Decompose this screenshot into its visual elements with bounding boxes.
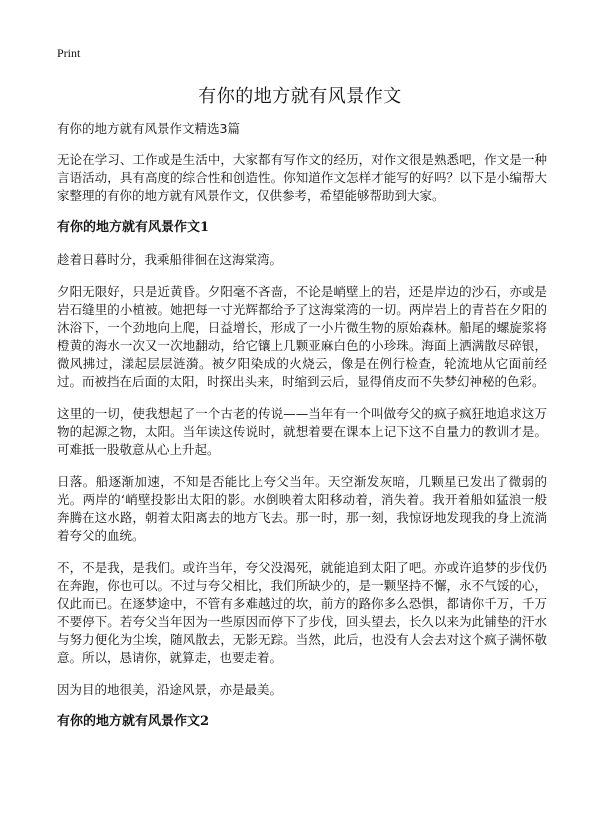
section-1-paragraph-3: 这里的一切，使我想起了一个古老的传说——当年有一个叫做夸父的疯子疯狂地追求这万物的起源之物，太阳。当年读这传说时，就想着要在课本上记下这不自量力的教训才是。可难抵一股敬意从心上升起。	[57, 406, 547, 457]
print-link[interactable]: Print	[57, 46, 81, 60]
article-subtitle: 有你的地方就有风景作文精选3篇	[57, 121, 240, 136]
section-1-paragraph-4: 日落。船逐渐加速，不知是否能比上夸父当年。天空渐发灰暗，几颗星已发出了微弱的光。两岸的‘峭壁投影出太阳的影。水倒映着太阳移动着，消失着。我开着船如猛浪一般奔腾在这水路，朝着太阳离去的地方飞去。那一时，那一刻，我惊讶地发现我的身上流淌着夸父的血统。	[57, 474, 547, 543]
section-1-paragraph-1: 趁着日暮时分，我乘船徘徊在这海棠湾。	[57, 252, 283, 267]
page-title: 有你的地方就有风景作文	[198, 86, 402, 107]
section-heading-1: 有你的地方就有风景作文1	[57, 220, 210, 235]
article-body	[57, 120, 547, 745]
section-1-paragraph-6: 因为目的地很美，沿途风景，亦是最美。	[57, 682, 283, 697]
section-heading-2: 有你的地方就有风景作文2	[57, 714, 210, 729]
section-1-paragraph-2: 夕阳无限好，只是近黄昏。夕阳毫不吝啬，不论是峭壁上的岩，还是岸边的沙石，亦或是岩石缝里的小植被。她把每一寸光辉都给予了这海棠湾的一切。两岸岩上的青苔在夕阳的沐浴下，一个劲地向上爬，日益增长，形成了一小片微生物的原始森林。船尾的螺旋浆将橙黄的海水一次又一次地翻动，给它镶上几颗亚麻白色的小珍珠。海面上洒满散尽碎银，微风拂过，漾起层层涟漪。被夕阳染成的火烧云，像是在例行检查，轮流地从它面前经过。而被挡在后面的太阳，时探出头来，时缩到云后，显得俏皮而不失梦幻神秘的色彩。	[57, 284, 547, 389]
intro-paragraph: 无论在学习、工作或是生活中，大家都有写作文的经历，对作文很是熟悉吧，作文是一种言语活动，具有高度的综合性和创造性。你知道作文怎样才能写的好吗？以下是小编帮大家整理的有你的地方就有风景作文，仅供参考，希望能够帮助到大家。	[57, 152, 547, 203]
section-1-paragraph-5: 不，不是我，是我们。或许当年，夸父没渴死，就能追到太阳了吧。亦或许追梦的步伐仍在奔跑，你也可以。不过与夸父相比，我们所缺少的，是一颗坚持不懈，永不气馁的心，仅此而已。在逐梦途中，不管有多难越过的坎，前方的路你多么恐惧，都请你千万，千万不要停下。若夸父当年因为一些原因而停下了步伐，回头望去，长久以来为此铺垫的汗水与努力便化为尘埃，随风散去，无影无踪。当然，此后，也没有人会去对这个疯子满怀敬意。所以，恳请你，就算走，也要走着。	[57, 560, 547, 665]
